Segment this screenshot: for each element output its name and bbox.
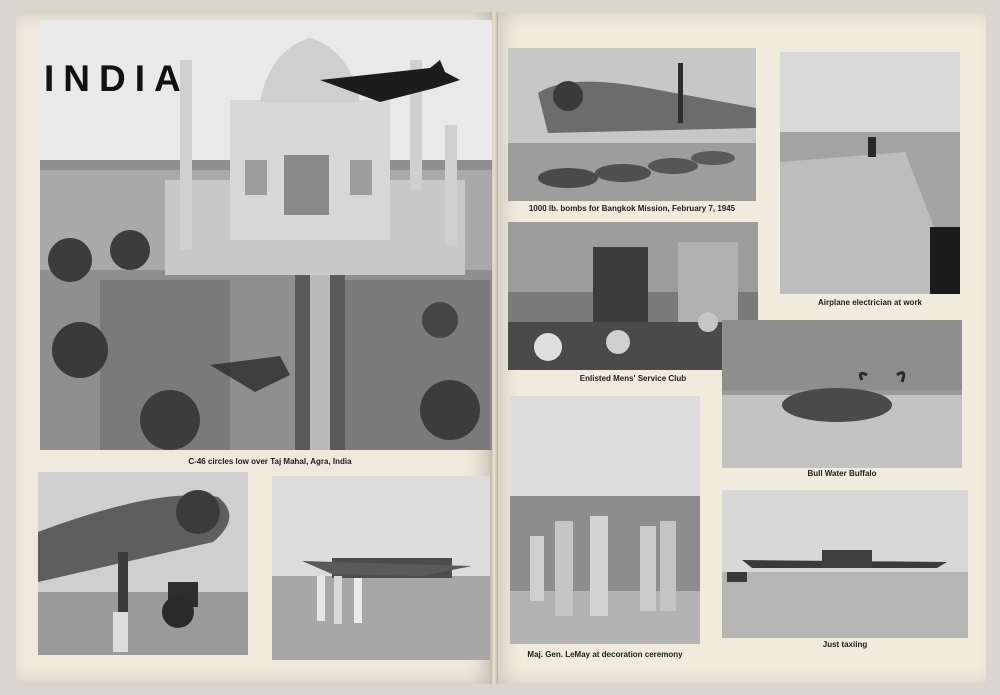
caption-taj: C-46 circles low over Taj Mahal, Agra, India (188, 457, 352, 466)
airfield-people-photo (272, 476, 490, 660)
caption-bombs: 1000 lb. bombs for Bangkok Mission, February 7, 1945 (528, 204, 736, 213)
caption-club: Enlisted Mens' Service Club (579, 374, 687, 383)
lemay-ceremony-photo (510, 396, 700, 644)
taxiing-photo (722, 490, 968, 638)
b29-nose-photo (38, 472, 248, 655)
caption-electrician: Airplane electrician at work (817, 298, 923, 307)
bombs-photo (508, 48, 756, 201)
electrician-photo (780, 52, 960, 294)
caption-lemay: Maj. Gen. LeMay at decoration ceremony (527, 650, 683, 659)
caption-taxiing: Just taxiing (822, 640, 868, 649)
service-club-photo (508, 222, 758, 370)
caption-buffalo: Bull Water Buffalo (807, 469, 877, 478)
page-title: INDIA (44, 58, 190, 99)
buffalo-photo (722, 320, 962, 468)
